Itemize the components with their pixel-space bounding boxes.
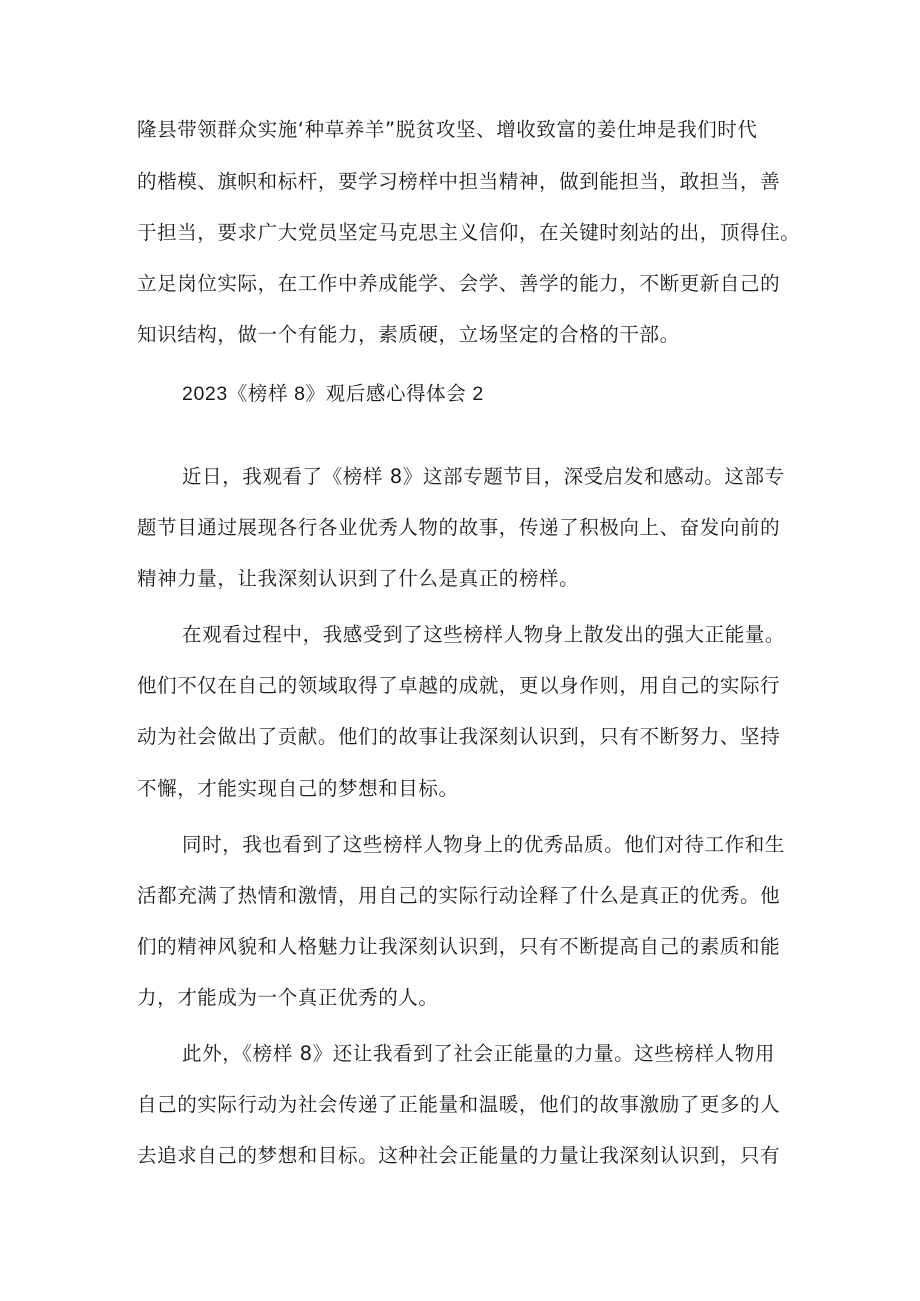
- paragraph-4-line-3: 去追求自己的梦想和目标。这种社会正能量的力量让我深刻认识到，只有: [137, 1144, 781, 1167]
- paragraph-3-line-3: 们的精神风貌和人格魅力让我深刻认识到，只有不断提高自己的素质和能: [137, 935, 781, 958]
- section-heading: 2023《榜样 8》观后感心得体会 2: [182, 383, 484, 405]
- paragraph-4-line-2: 自己的实际行动为社会传递了正能量和温暖，他们的故事激励了更多的人: [137, 1093, 781, 1116]
- paragraph-2-line-4: 不懈，才能实现自己的梦想和目标。: [137, 777, 459, 800]
- paragraph-3-line-2: 活都充满了热情和激情，用自己的实际行动诠释了什么是真正的优秀。他: [137, 884, 781, 907]
- intro-line-2: 的楷模、旗帜和标杆，要学习榜样中担当精神，做到能担当，敢担当，善: [137, 170, 781, 193]
- intro-line-4: 立足岗位实际，在工作中养成能学、会学、善学的能力，不断更新自己的: [137, 272, 781, 295]
- paragraph-2-line-1: 在观看过程中，我感受到了这些榜样人物身上散发出的强大正能量。: [182, 623, 786, 646]
- paragraph-3-line-1: 同时，我也看到了这些榜样人物身上的优秀品质。他们对待工作和生: [182, 833, 786, 856]
- paragraph-4-line-1: 此外，《榜样 8》还让我看到了社会正能量的力量。这些榜样人物用: [182, 1042, 775, 1065]
- intro-line-5: 知识结构，做一个有能力，素质硬，立场坚定的合格的干部。: [137, 323, 680, 346]
- paragraph-3-line-4: 力，才能成为一个真正优秀的人。: [137, 986, 439, 1009]
- paragraph-2-line-2: 他们不仅在自己的领域取得了卓越的成就，更以身作则，用自己的实际行: [137, 674, 781, 697]
- intro-line-3: 于担当，要求广大党员坚定马克思主义信仰，在关键时刻站的出，顶得住。: [137, 221, 801, 244]
- paragraph-1-line-1: 近日，我观看了《榜样 8》这部专题节目，深受启发和感动。这部专: [182, 465, 785, 488]
- paragraph-1-line-3: 精神力量，让我深刻认识到了什么是真正的榜样。: [137, 567, 580, 590]
- paragraph-2-line-3: 动为社会做出了贡献。他们的故事让我深刻认识到，只有不断努力、坚持: [137, 725, 781, 748]
- paragraph-1-line-2: 题节目通过展现各行各业优秀人物的故事，传递了积极向上、奋发向前的: [137, 516, 781, 539]
- intro-line-1: 隆县带领群众实施‘种草养羊”脱贫攻坚、增收致富的姜仕坤是我们时代: [137, 118, 758, 141]
